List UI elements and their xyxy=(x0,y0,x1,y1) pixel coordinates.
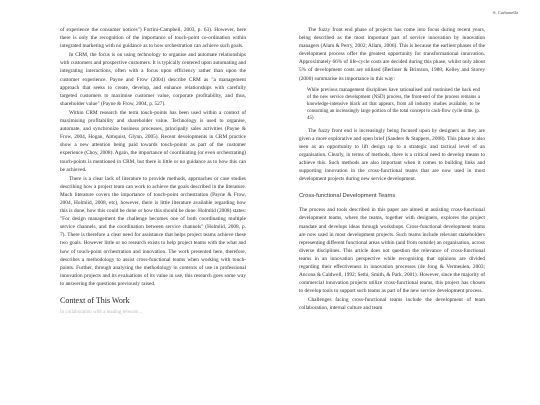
faded-continuation-line: In collaboration with a leading telecom... xyxy=(60,310,143,315)
left-column xyxy=(60,26,246,317)
right-paragraph-2: The fuzzy front end is increasingly being focused upon by designers as they are given a more explorative and open brief (Sanders & Stappers, 2008). This phase is also seen as an opportunity to lift design up to a strategic and tactical level of an organisation. Clearly, in terms of methods, there is a critical need to develop means to achieve this. Such methods are also important when it comes to building links and supporting innovation in the cross-functional teams that are now used in most development projects during new service development. xyxy=(299,127,485,183)
right-paragraph-3: The process and tools described in this paper are aimed at assisting cross-functional development teams, where the teams, together with designers, explores the project mandate and develops ideas through workshops. Cross-functional development teams are now used in most development projects. Such teams include relevant stakeholders representing different functional areas within (and from outside) an organisation, across diverse disciplines. This article does not question the relevance of cross-functional teams in an innovation perspective while recognising that opinions are divided regarding their effectiveness in innovation processes (de Jong & Vermeulen, 2003; Ancona & Caldwell, 1992; Sethi, Smith, & Park, 2001). However, since the majority of commercial innovation projects utilize cross-functional teams, this project has chosen to develop tools to support such teams as part of the new service development process. xyxy=(299,207,485,295)
section-heading-context: Context of This Work xyxy=(60,296,130,305)
section-heading-cross-functional: Cross-functional Development Teams xyxy=(299,193,396,200)
left-paragraph-4: There is a clear lack of literature to provide methods, approaches or case studies describing how a project team can work to achieve the goals described in the literature. Much literature covers the importance of touch-point orchestration (Payne & Frow, 2004, Holmlid, 2008, etc), however, there is little literature available regarding how this is done, how this could be done or how this should be done. Holmlid (2008) states: "For design management the challenge becomes one of both coordinating multiple service channels, and the coordination between service channels" (Holmlid, 2008, p. 7). There is therefore a clear need for assistance that helps project teams achieve these two goals. However little or no research exists to help project teams with the what and how of touch-point orchestration and innovation. The work presented here, therefore, describes a methodology to assist cross-functional teams when working with touch-points. Further, through analysing the methodology in contexts of use in professional innovation projects and its evaluations of its value in use, this research goes some way to answering the questions previously raised. xyxy=(60,175,246,287)
left-paragraph-3: Within CRM research the term touch-points has been used within a context of maximising profitability and shareholder value. Technology is used to organise, automate, and synchronize business processes, principally sales activities (Payne & Frow, 2004, Hogan, Almquist, Glynn, 2005). Recent developments in CRM practice show a new attention being paid towards touch-points as part of the customer experience (Choy, 2008). Again, the importance of coordinating (or even orchestrating) touch-points is mentioned in CRM, but there is little or no guidance as to how this can be achieved. xyxy=(60,109,246,173)
right-paragraph-1: The fuzzy front end phase of projects has come into focus during recent years, being described as the most important part of service innovation by innovation managers (Alam & Perry, 2002; Allam, 2006). This is because the earliest phases of the development process offer the greatest opportunity for transformational innovation. Approximately 66% of life-cycle costs are decided during this phase, whilst only about 5% of development costs are utilised (Berliner & Brimson, 1988; Kelley and Storey (2000) summarise its importance in this way: xyxy=(299,27,485,82)
left-paragraph-1: of experience the consumer notices") Fortini-Campbell, 2003, p. 63). However, here there is only the recognition of the importance of touch-point co-ordination within integrated marketing with no guidance as to how orchestration can achieve such goals. xyxy=(60,27,246,50)
block-quote-text: While previous management disciplines have rationalised and routinised the back end of the new service development (NSD) process, the front-end of the process remains a knowledge-intensive black art that appears, from all industry studies available, to be consuming an increasingly large portion of the total concept to cash-flow cycle time. (p. 45) xyxy=(307,87,480,122)
right-column xyxy=(299,26,485,313)
right-paragraph-4: Challenges facing cross-functional teams include the development of team collaboration, internal culture and team xyxy=(299,297,485,312)
block-quote xyxy=(307,87,480,123)
left-paragraph-2: In CRM, the focus is on using technology to organise and automate relationships with customers and prospective customers. It is typically centered upon automating and integrating interactions, often with a focus upon efficiency rather than upon the customer experience. Payne and Frow (2004) describe CRM as "a management approach that seeks to create, develop, and enhance relationships with carefully targeted customers to maximise customer value, corporate profitability, and thus, shareholder value" (Payne & Frow, 2004, p. 527). xyxy=(60,52,246,107)
running-head: S. Carbonella xyxy=(492,10,518,15)
